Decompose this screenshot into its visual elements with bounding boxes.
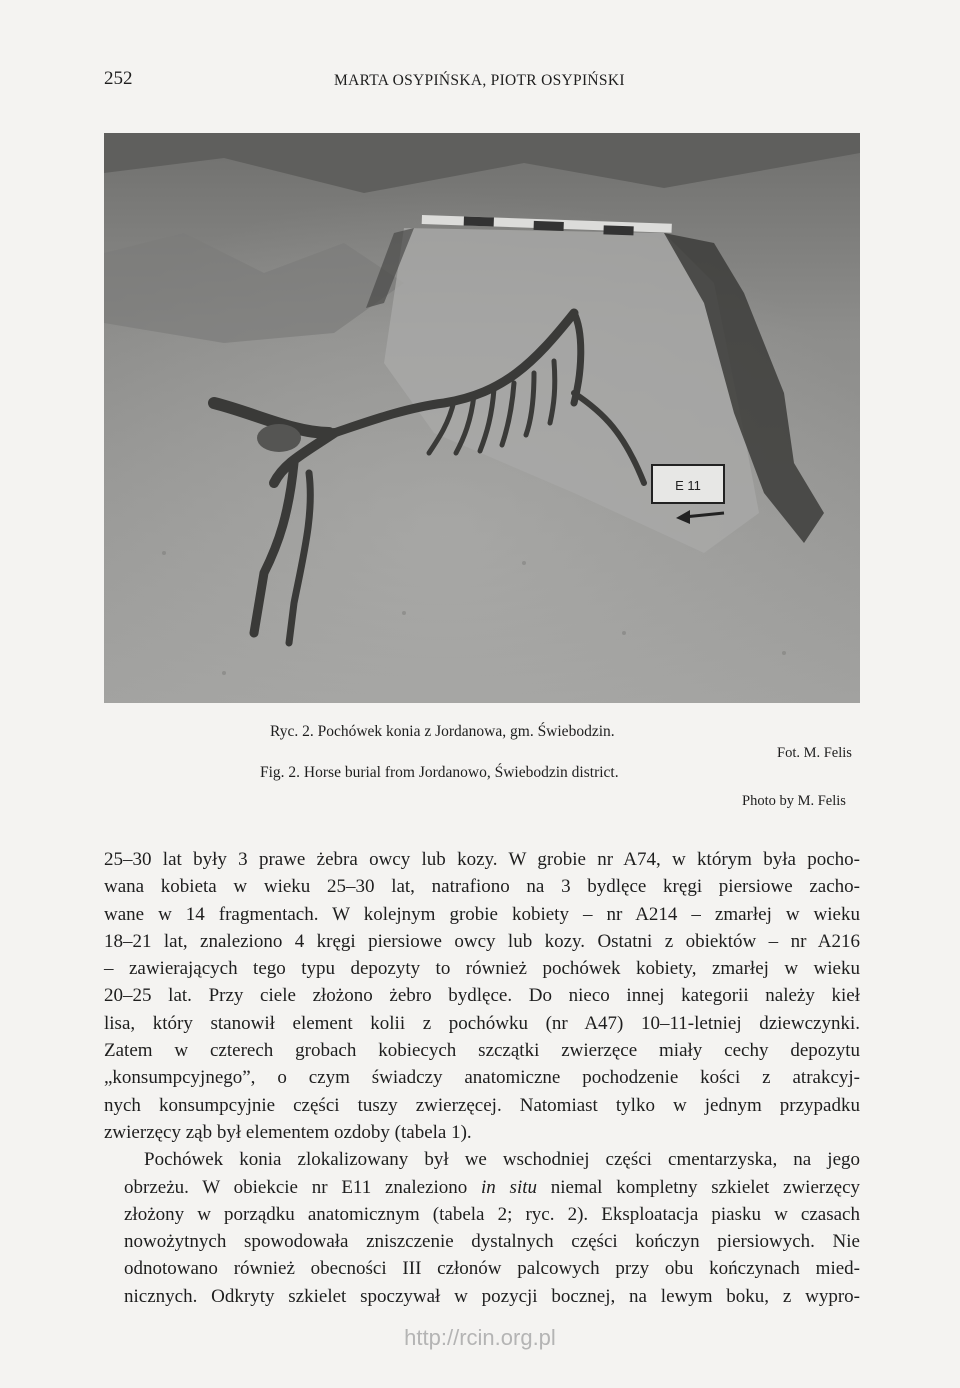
text-line: 20–25 lat. Przy ciele złożono żebro bydlęce. Do nieco innej kategorii należy kieł xyxy=(104,985,860,1007)
text-line: lisa, który stanowił element kolii z pochówku (nr A47) 10–11-letniej dziewczynki. xyxy=(104,1012,860,1034)
page-number: 252 xyxy=(104,68,133,89)
text-line: nicznych. Odkryty szkielet spoczywał w pozycji bocznej, na lewym boku, z wypro- xyxy=(124,1285,860,1307)
label-board-text: E 11 xyxy=(675,478,701,493)
label-board xyxy=(652,465,724,503)
text-line: 25–30 lat były 3 prawe żebra owcy lub kozy. W grobie nr A74, w którym była pocho- xyxy=(104,849,860,870)
photo-credit-english: Photo by M. Felis xyxy=(742,793,846,809)
figure-caption-english: Fig. 2. Horse burial from Jordanowo, Świebodzin district. xyxy=(260,764,619,781)
text-line: Pochówek konia zlokalizowany był we wschodniej części cmentarzyska, na jego xyxy=(144,1149,860,1171)
text-line: Zatem w czterech grobach kobiecych szczątki zwierzęce miały cechy depozytu xyxy=(104,1040,860,1062)
body-text xyxy=(104,846,860,1310)
text-line: zwierzęcy ząb był elementem ozdoby (tabela 1). xyxy=(104,1121,472,1143)
paragraph-1 xyxy=(104,846,860,1146)
footer-url[interactable]: http://rcin.org.pl xyxy=(404,1325,556,1350)
text-line: – zawierających tego typu depozyty to również pochówek kobiety, zmarłej w wieku xyxy=(104,958,860,980)
text-line: odnotowano również obecności III członów palcowych przy obu kończynach mied- xyxy=(124,1258,860,1280)
text-line: nowożytnych spowodowała zniszczenie dystalnych części kończyn piersiowych. Nie xyxy=(124,1231,860,1253)
text-line: „konsumpcyjnego”, o czym świadczy anatomiczne pochodzenie kości z atrakcyj- xyxy=(104,1067,860,1089)
text-line: nych konsumpcyjnie części tuszy zwierzęcej. Natomiast tylko w jednym przypadku xyxy=(104,1094,860,1116)
paragraph-2 xyxy=(104,1146,860,1310)
horse-burial-photo xyxy=(104,133,860,703)
text-line: złożony w porządku anatomicznym (tabela 2; ryc. 2). Eksploatacja piasku w czasach xyxy=(124,1203,860,1225)
text-line: 18–21 lat, znaleziono 4 kręgi piersiowe owcy lub kozy. Ostatni z obiektów – nr A216 xyxy=(104,930,860,952)
running-head: MARTA OSYPIŃSKA, PIOTR OSYPIŃSKI xyxy=(334,72,625,89)
text-line: wana kobieta w wieku 25–30 lat, natrafiono na 3 bydlęce kręgi piersiowe zacho- xyxy=(104,876,860,898)
figure-caption-polish: Ryc. 2. Pochówek konia z Jordanowa, gm. Świebodzin. xyxy=(270,723,615,740)
text-line: obrzeżu. W obiekcie nr E11 znaleziono in situ niemal kompletny szkielet zwierzęcy xyxy=(124,1176,861,1198)
photo-credit-polish: Fot. M. Felis xyxy=(777,745,852,761)
text-line: wane w 14 fragmentach. W kolejnym grobie kobiety – nr A214 – zmarłej w wieku xyxy=(104,903,860,925)
